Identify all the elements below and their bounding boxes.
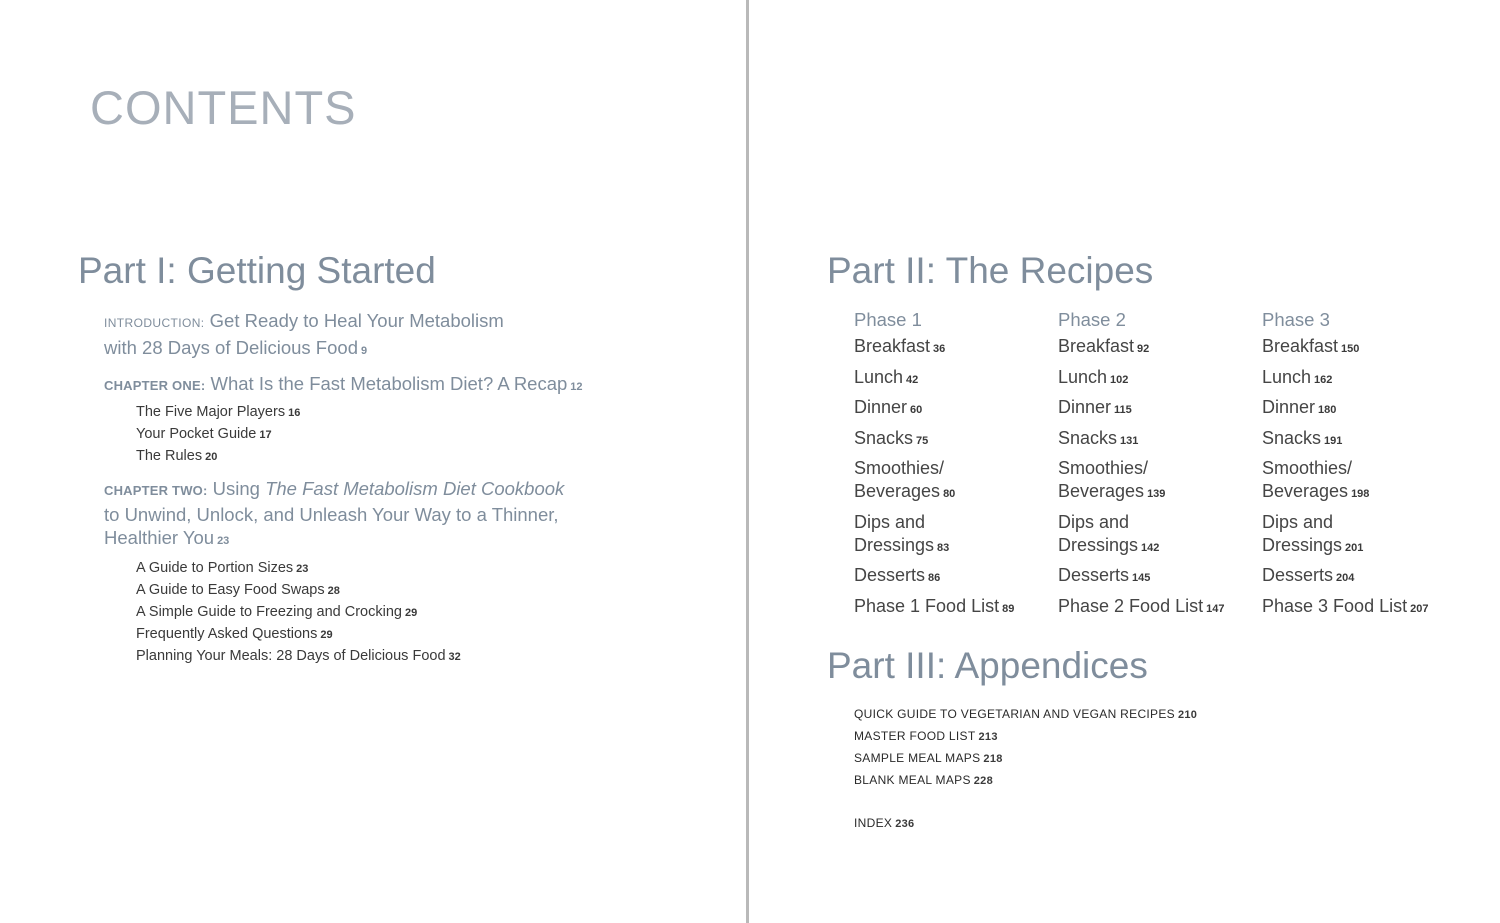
left-page — [0, 0, 746, 923]
toc-section[interactable]: The Five Major Players 16 — [136, 403, 301, 420]
appendix-entry[interactable]: SAMPLE MEAL MAPS 218 — [854, 751, 1003, 765]
part-3-title: Part III: Appendices — [827, 645, 1148, 686]
phase-1-heading[interactable]: Phase 1 — [854, 309, 922, 330]
chapter-two-entry[interactable] — [104, 477, 624, 668]
toc-section[interactable]: A Simple Guide to Freezing and Crocking 29 — [136, 603, 418, 620]
introduction-title-line1: Get Ready to Heal Your Metabolism — [209, 310, 504, 331]
recipe-category[interactable]: Dinner 115 — [1058, 397, 1132, 417]
toc-section[interactable]: A Guide to Easy Food Swaps 28 — [136, 581, 340, 598]
phase-2-heading[interactable]: Phase 2 — [1058, 309, 1126, 330]
recipe-category[interactable]: Dips and Dressings 142 — [1058, 511, 1160, 555]
introduction-title-line2: with 28 Days of Delicious Food — [104, 336, 358, 358]
phase-3-heading[interactable]: Phase 3 — [1262, 309, 1330, 330]
chapter-two-title-line2: to Unwind, Unlock, and Unleash Your Way to a Thinner, — [104, 503, 559, 525]
introduction-label: INTRODUCTION: — [104, 316, 205, 330]
appendix-entry[interactable]: QUICK GUIDE TO VEGETARIAN AND VEGAN RECIPES 210 — [854, 707, 1198, 721]
recipe-category[interactable]: Phase 2 Food List 147 — [1058, 595, 1225, 616]
recipe-category[interactable]: Dinner 60 — [854, 397, 923, 417]
toc-section[interactable]: Planning Your Meals: 28 Days of Delicious Food 32 — [136, 647, 461, 664]
introduction-entry[interactable] — [104, 309, 624, 363]
recipe-category[interactable]: Smoothies/ Beverages 198 — [1262, 458, 1370, 501]
phase-3-column — [1262, 308, 1462, 625]
recipe-category[interactable]: Desserts 86 — [854, 565, 941, 585]
recipe-category[interactable]: Smoothies/ Beverages 80 — [854, 458, 956, 501]
part-1-title: Part I: Getting Started — [78, 250, 436, 291]
chapter-one-sections — [104, 402, 624, 468]
chapter-two-book-title: The Fast Metabolism Diet Cookbook — [265, 478, 565, 499]
recipe-category[interactable]: Breakfast 36 — [854, 336, 946, 356]
toc-section[interactable]: Frequently Asked Questions 29 — [136, 625, 333, 642]
contents-title: CONTENTS — [90, 81, 357, 134]
recipe-category[interactable]: Snacks 131 — [1058, 427, 1139, 448]
chapter-one-label: CHAPTER ONE: — [104, 378, 206, 393]
phase-2-column — [1058, 308, 1258, 625]
chapter-two-title-line3: Healthier You — [104, 527, 215, 548]
book-spine — [746, 0, 749, 923]
recipe-category[interactable]: Desserts 204 — [1262, 565, 1355, 585]
recipe-category[interactable]: Dinner 180 — [1262, 397, 1337, 417]
page-number: 9 — [360, 344, 368, 357]
page-number: 12 — [570, 381, 583, 393]
chapter-one-entry[interactable] — [104, 372, 624, 468]
chapter-two-title-start: Using — [212, 478, 260, 499]
recipe-category[interactable]: Breakfast 92 — [1058, 336, 1150, 356]
recipe-category[interactable]: Phase 1 Food List 89 — [854, 595, 1015, 616]
toc-section[interactable]: A Guide to Portion Sizes 23 — [136, 559, 309, 576]
recipe-category[interactable]: Breakfast 150 — [1262, 336, 1360, 356]
phase-1-column — [854, 308, 1054, 625]
appendix-entry[interactable]: MASTER FOOD LIST 213 — [854, 729, 998, 743]
recipe-category[interactable]: Lunch 42 — [854, 366, 919, 387]
recipe-category[interactable]: Phase 3 Food List 207 — [1262, 595, 1429, 616]
page-number: 23 — [217, 535, 230, 547]
recipe-category[interactable]: Lunch 102 — [1058, 366, 1129, 387]
chapter-one-title: What Is the Fast Metabolism Diet? A Recap — [210, 373, 568, 394]
recipe-category[interactable]: Snacks 75 — [854, 427, 929, 448]
toc-section[interactable]: Your Pocket Guide 17 — [136, 425, 272, 442]
toc-section[interactable]: The Rules 20 — [136, 447, 218, 464]
recipe-category[interactable]: Dips and Dressings 83 — [854, 511, 950, 555]
recipe-category[interactable]: Desserts 145 — [1058, 565, 1151, 585]
chapter-two-sections — [104, 558, 624, 668]
chapter-two-label: CHAPTER TWO: — [104, 483, 208, 498]
appendices-list — [854, 704, 1197, 835]
appendix-entry[interactable]: BLANK MEAL MAPS 228 — [854, 773, 994, 787]
recipe-category[interactable]: Snacks 191 — [1262, 427, 1343, 448]
index-entry[interactable]: INDEX 236 — [854, 816, 915, 830]
recipe-category[interactable]: Smoothies/ Beverages 139 — [1058, 458, 1166, 501]
right-page — [750, 0, 1500, 923]
part-2-title: Part II: The Recipes — [827, 250, 1154, 291]
recipe-category[interactable]: Dips and Dressings 201 — [1262, 511, 1364, 555]
recipe-category[interactable]: Lunch 162 — [1262, 366, 1333, 387]
